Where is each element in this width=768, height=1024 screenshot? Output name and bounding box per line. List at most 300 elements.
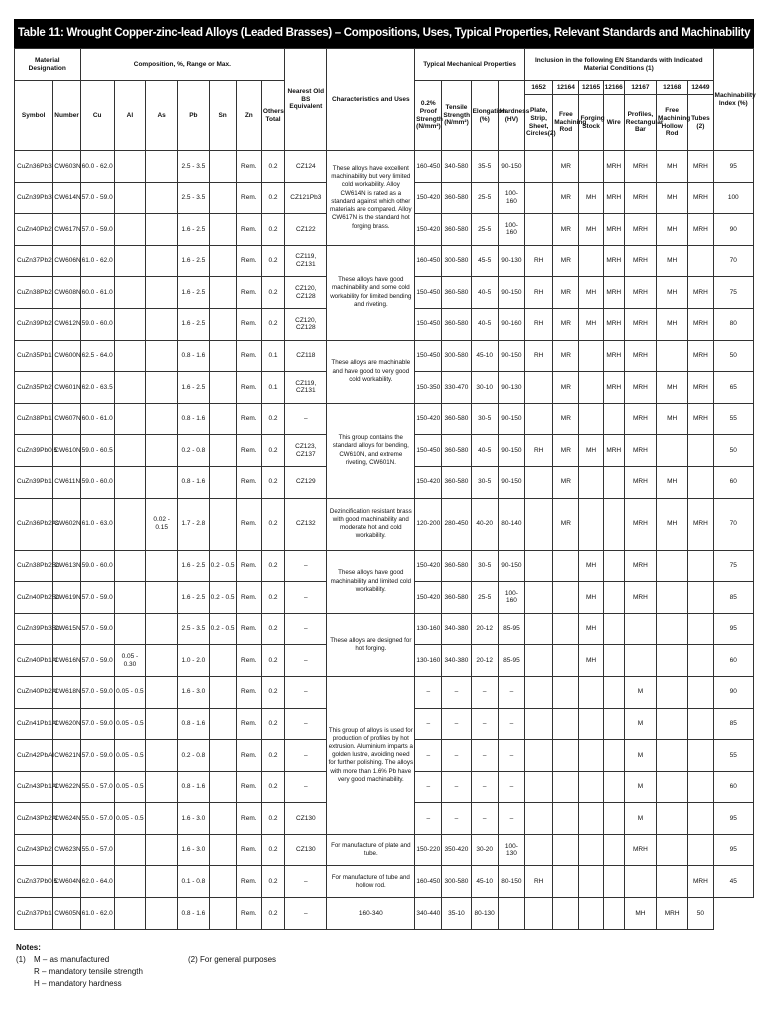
cell-proof: 150-450 — [415, 435, 442, 467]
cell-sn — [209, 676, 236, 708]
cell-oth: 0.2 — [261, 435, 284, 467]
cell-s12167: MRH — [624, 214, 656, 246]
cell-s12449: MRH — [688, 340, 713, 372]
cell-hv: – — [498, 708, 524, 740]
cell-sym: CuZn37Pb1 — [15, 898, 53, 930]
cell-s1652: RH — [525, 277, 553, 309]
cell-mach: 95 — [713, 803, 753, 835]
cell-s12166 — [603, 550, 624, 582]
cell-proof: 130-160 — [415, 645, 442, 677]
cell-s12168: MH — [657, 245, 688, 277]
cell-sn — [209, 498, 236, 550]
cell-oth: 0.1 — [261, 340, 284, 372]
cell-s12164: MR — [553, 308, 579, 340]
cell-bs: – — [285, 866, 327, 898]
cell-elo: 25-5 — [471, 582, 498, 614]
cell-mach: 60 — [713, 645, 753, 677]
cell-al: 0.05 - 0.5 — [114, 676, 145, 708]
cell-s12449 — [688, 771, 713, 803]
cell-mach: 60 — [713, 771, 753, 803]
cell-s12167: M — [624, 740, 656, 772]
cell-pb: 1.6 - 2.5 — [178, 372, 209, 404]
cell-cu: 57.0 - 59.0 — [80, 740, 114, 772]
cell-cu: 60.0 - 62.0 — [80, 151, 114, 183]
cell-zn: Rem. — [236, 645, 261, 677]
cell-s12165: MH — [579, 613, 603, 645]
note-1-line-2: R – mandatory tensile strength — [34, 967, 143, 976]
cell-oth: 0.2 — [261, 245, 284, 277]
cell-s12449: MRH — [688, 182, 713, 214]
cell-zn: Rem. — [236, 182, 261, 214]
header-tensile-strength: Tensile Strength (N/mm²) — [442, 81, 471, 151]
cell-mach: 85 — [713, 582, 753, 614]
cell-proof: 150-350 — [415, 372, 442, 404]
cell-s12449 — [688, 645, 713, 677]
cell-elo: – — [471, 676, 498, 708]
cell-zn: Rem. — [236, 708, 261, 740]
cell-hv: 85-95 — [498, 613, 524, 645]
cell-hv: – — [498, 740, 524, 772]
cell-bs: CZ132 — [285, 498, 327, 550]
cell-proof: – — [415, 740, 442, 772]
cell-bs: CZ124 — [285, 151, 327, 183]
cell-mach: 75 — [713, 277, 753, 309]
cell-s12449 — [688, 550, 713, 582]
cell-s12164 — [553, 866, 579, 898]
cell-hv: – — [498, 771, 524, 803]
cell-ten: – — [442, 708, 471, 740]
cell-as — [146, 550, 178, 582]
cell-s12449: MRH — [657, 898, 688, 930]
cell-s12168 — [657, 613, 688, 645]
cell-zn: Rem. — [236, 308, 261, 340]
cell-elo: 30-5 — [471, 403, 498, 435]
cell-sym: CuZn38Pb2 — [15, 277, 53, 309]
cell-bs: CZ119, CZ131 — [285, 372, 327, 404]
cell-as — [146, 645, 178, 677]
cell-s12166 — [603, 803, 624, 835]
cell-s1652 — [525, 645, 553, 677]
cell-pb: 0.2 - 0.8 — [178, 740, 209, 772]
cell-sn — [209, 151, 236, 183]
cell-s12165: MH — [579, 582, 603, 614]
cell-proof: – — [415, 771, 442, 803]
cell-mach: 75 — [713, 550, 753, 582]
cell-num: CW608N — [53, 277, 80, 309]
header-plate: Plate, Strip, Sheet, Circles(2) — [525, 95, 553, 151]
cell-ten: 340-440 — [415, 898, 442, 930]
cell-s12167: MRH — [624, 308, 656, 340]
header-nearest-bs: Nearest Old BS Equivalent — [285, 49, 327, 151]
cell-s12165 — [579, 676, 603, 708]
cell-hv: 90-130 — [498, 245, 524, 277]
cell-ten: 300-580 — [442, 245, 471, 277]
cell-elo: 30-5 — [471, 466, 498, 498]
cell-s12164 — [553, 550, 579, 582]
cell-oth: 0.2 — [261, 550, 284, 582]
cell-s12166 — [603, 613, 624, 645]
cell-al — [114, 834, 145, 866]
cell-s12166: MRH — [603, 214, 624, 246]
cell-oth: 0.2 — [261, 645, 284, 677]
cell-al — [114, 550, 145, 582]
cell-cu: 59.0 - 60.5 — [80, 435, 114, 467]
cell-cu: 57.0 - 59.0 — [80, 676, 114, 708]
header-free-rod: Free Machining Rod — [553, 95, 579, 151]
cell-s12166 — [603, 466, 624, 498]
cell-s12166 — [603, 771, 624, 803]
cell-s1652: RH — [525, 245, 553, 277]
cell-pb: 1.6 - 2.5 — [178, 582, 209, 614]
header-zn: Zn — [236, 81, 261, 151]
cell-num: CW601N — [53, 372, 80, 404]
cell-al: 0.05 - 0.5 — [114, 771, 145, 803]
cell-num: CW615N — [53, 613, 80, 645]
cell-sn — [209, 277, 236, 309]
cell-bs: CZ122 — [285, 214, 327, 246]
cell-s12167 — [624, 866, 656, 898]
cell-sym: CuZn40Pb2Al — [15, 676, 53, 708]
cell-mach: 90 — [713, 214, 753, 246]
cell-zn: Rem. — [236, 803, 261, 835]
cell-num: CW600N — [53, 340, 80, 372]
header-std-12168: 12168 — [657, 81, 688, 95]
cell-oth: 0.2 — [261, 277, 284, 309]
cell-sym: CuZn36Pb3 — [15, 151, 53, 183]
cell-cu: 57.0 - 59.0 — [80, 613, 114, 645]
cell-s12166 — [603, 866, 624, 898]
header-hardness: Hardness (HV) — [498, 81, 524, 151]
cell-s12166 — [603, 645, 624, 677]
cell-cu: 61.0 - 62.0 — [80, 245, 114, 277]
cell-s12165 — [579, 340, 603, 372]
cell-s12165 — [579, 245, 603, 277]
cell-bs: – — [285, 645, 327, 677]
cell-zn: Rem. — [236, 834, 261, 866]
cell-as — [146, 676, 178, 708]
cell-ten: – — [442, 803, 471, 835]
notes — [16, 942, 277, 990]
cell-num: CW619N — [53, 582, 80, 614]
header-std-1652: 1652 — [525, 81, 553, 95]
cell-ten: – — [442, 771, 471, 803]
header-std-12166: 12166 — [603, 81, 624, 95]
cell-s1652 — [525, 151, 553, 183]
cell-mach: 85 — [713, 708, 753, 740]
cell-sn — [209, 740, 236, 772]
cell-s12165 — [579, 466, 603, 498]
cell-proof: 150-450 — [415, 308, 442, 340]
cell-al — [114, 182, 145, 214]
cell-s12168 — [657, 435, 688, 467]
cell-s12167: MRH — [624, 435, 656, 467]
cell-ten: 330-470 — [442, 372, 471, 404]
note-1-marker: (1) — [16, 955, 26, 964]
cell-s12167: MRH — [624, 498, 656, 550]
cell-s12449: MRH — [688, 498, 713, 550]
cell-s12168: MH — [657, 182, 688, 214]
cell-s12449: MRH — [688, 277, 713, 309]
cell-s12164: MR — [553, 403, 579, 435]
cell-s12165 — [553, 898, 579, 930]
cell-s12449 — [688, 676, 713, 708]
header-std-12449: 12449 — [688, 81, 713, 95]
cell-sn — [209, 466, 236, 498]
cell-s1652: RH — [525, 866, 553, 898]
note-1-line-3: H – mandatory hardness — [34, 979, 122, 988]
cell-s12168 — [657, 645, 688, 677]
cell-elo: 40-5 — [471, 277, 498, 309]
cell-ten: 340-380 — [442, 645, 471, 677]
cell-hv: 90-150 — [498, 403, 524, 435]
cell-s12167: M — [624, 771, 656, 803]
cell-s12166 — [579, 898, 603, 930]
cell-s12168 — [657, 708, 688, 740]
cell-num: CW617N — [53, 214, 80, 246]
cell-s12165 — [579, 708, 603, 740]
cell-proof: 150-420 — [415, 182, 442, 214]
cell-oth: 0.2 — [261, 676, 284, 708]
cell-oth: 0.2 — [261, 182, 284, 214]
header-pb: Pb — [178, 81, 209, 151]
cell-bs: – — [285, 582, 327, 614]
cell-ten: 360-580 — [442, 182, 471, 214]
cell-s12164: MR — [553, 151, 579, 183]
cell-cu: 60.0 - 61.0 — [80, 403, 114, 435]
cell-proof: 160-340 — [327, 898, 415, 930]
cell-s12166: MRH — [603, 182, 624, 214]
cell-num: CW613N — [53, 550, 80, 582]
cell-sn — [209, 866, 236, 898]
cell-ten: 360-580 — [442, 582, 471, 614]
cell-zn: Rem. — [236, 214, 261, 246]
cell-s12449: MRH — [688, 403, 713, 435]
cell-cu: 59.0 - 60.0 — [80, 466, 114, 498]
cell-sn — [209, 708, 236, 740]
cell-cu: 62.0 - 64.0 — [80, 866, 114, 898]
cell-elo: 40-5 — [471, 308, 498, 340]
header-number: Number — [53, 81, 80, 151]
cell-s1652 — [525, 403, 553, 435]
table-row — [15, 151, 754, 183]
cell-s12167: MRH — [624, 372, 656, 404]
cell-s12168: MH — [657, 308, 688, 340]
cell-mach: 95 — [713, 151, 753, 183]
cell-hv: 100-160 — [498, 214, 524, 246]
cell-mach: 50 — [713, 435, 753, 467]
cell-num: CW624N — [53, 803, 80, 835]
header-symbol: Symbol — [15, 81, 53, 151]
cell-elo: 20-12 — [471, 613, 498, 645]
cell-ten: 360-580 — [442, 550, 471, 582]
cell-s12449: MRH — [688, 151, 713, 183]
cell-zn: Rem. — [236, 771, 261, 803]
cell-bs: – — [285, 550, 327, 582]
cell-al: 0.05 - 0.30 — [114, 645, 145, 677]
cell-sym: CuZn36Pb2As — [15, 498, 53, 550]
cell-bs: CZ120, CZ128 — [285, 308, 327, 340]
cell-hv: 100-160 — [498, 582, 524, 614]
cell-s1652 — [525, 498, 553, 550]
cell-s1652 — [525, 803, 553, 835]
cell-s1652 — [525, 550, 553, 582]
cell-proof: 150-420 — [415, 550, 442, 582]
cell-al — [114, 435, 145, 467]
cell-s12166 — [603, 834, 624, 866]
cell-al — [114, 466, 145, 498]
cell-proof: 160-450 — [415, 245, 442, 277]
table-row — [15, 498, 754, 550]
cell-s1652 — [525, 372, 553, 404]
cell-s1652 — [525, 214, 553, 246]
cell-sn — [209, 898, 236, 930]
cell-mach: 50 — [713, 340, 753, 372]
cell-elo: – — [471, 803, 498, 835]
cell-s12166 — [603, 676, 624, 708]
cell-pb: 1.6 - 3.0 — [178, 676, 209, 708]
cell-s12167: M — [624, 708, 656, 740]
cell-elo: 25-5 — [471, 214, 498, 246]
cell-cu: 60.0 - 61.0 — [80, 277, 114, 309]
cell-hv: 100-130 — [498, 834, 524, 866]
cell-s12168: MH — [657, 403, 688, 435]
cell-sn — [209, 372, 236, 404]
cell-elo: 30-10 — [471, 372, 498, 404]
cell-bs: – — [285, 771, 327, 803]
cell-s1652: RH — [525, 308, 553, 340]
cell-sn — [209, 834, 236, 866]
cell-oth: 0.2 — [261, 403, 284, 435]
cell-s12449 — [688, 245, 713, 277]
cell-num: CW616N — [53, 645, 80, 677]
header-tubes: Tubes (2) — [688, 95, 713, 151]
cell-elo: 45-10 — [471, 866, 498, 898]
cell-pb: 2.5 - 3.5 — [178, 151, 209, 183]
cell-oth: 0.2 — [261, 498, 284, 550]
cell-s1652 — [525, 182, 553, 214]
cell-bs: CZ120, CZ128 — [285, 277, 327, 309]
cell-as — [146, 182, 178, 214]
cell-cu: 62.0 - 63.5 — [80, 372, 114, 404]
cell-hv: 90-150 — [498, 466, 524, 498]
cell-zn: Rem. — [236, 740, 261, 772]
cell-sn — [209, 403, 236, 435]
cell-hv: 90-150 — [498, 340, 524, 372]
cell-elo: 30-5 — [471, 550, 498, 582]
cell-ten: 300-580 — [442, 866, 471, 898]
cell-oth: 0.2 — [261, 803, 284, 835]
cell-al — [114, 372, 145, 404]
cell-oth: 0.2 — [261, 898, 284, 930]
cell-zn: Rem. — [236, 498, 261, 550]
cell-as — [146, 771, 178, 803]
cell-hv: 80-150 — [498, 866, 524, 898]
cell-s12449 — [688, 466, 713, 498]
cell-s12167: MRH — [624, 182, 656, 214]
cell-pb: 1.0 - 2.0 — [178, 645, 209, 677]
cell-s12449: MRH — [688, 308, 713, 340]
cell-hv: 85-95 — [498, 645, 524, 677]
cell-s12164: MR — [553, 340, 579, 372]
table-row — [15, 403, 754, 435]
cell-as — [146, 340, 178, 372]
cell-s12165: MH — [579, 182, 603, 214]
cell-s12168 — [657, 803, 688, 835]
cell-s1652 — [525, 582, 553, 614]
cell-zn: Rem. — [236, 613, 261, 645]
cell-oth: 0.2 — [261, 466, 284, 498]
header-hollow-rod: Free Machining Hollow Rod — [657, 95, 688, 151]
cell-s12449: MRH — [688, 866, 713, 898]
cell-elo: 20-12 — [471, 645, 498, 677]
cell-al — [114, 214, 145, 246]
cell-as — [146, 898, 178, 930]
cell-hv: 80-130 — [471, 898, 498, 930]
cell-ten: – — [442, 676, 471, 708]
cell-s12166: MRH — [603, 435, 624, 467]
cell-al: 0.05 - 0.5 — [114, 803, 145, 835]
cell-sn — [209, 340, 236, 372]
cell-s12168: MH — [657, 498, 688, 550]
cell-bs: – — [285, 613, 327, 645]
cell-hv: 90-150 — [498, 151, 524, 183]
cell-cu: 61.0 - 63.0 — [80, 498, 114, 550]
cell-oth: 0.2 — [261, 740, 284, 772]
header-mechanical-properties: Typical Mechanical Properties — [415, 49, 525, 81]
cell-pb: 1.6 - 2.5 — [178, 245, 209, 277]
cell-zn: Rem. — [236, 676, 261, 708]
header-as: As — [146, 81, 178, 151]
cell-mach: 90 — [713, 676, 753, 708]
cell-s12166 — [603, 498, 624, 550]
cell-characteristics: These alloys have excellent machinability but very limited cold workability. Alloy CW614N is rated as a standard against which other materials are compared. Alloy CW617N is the standard hot forging brass. — [327, 151, 415, 246]
cell-bs: – — [285, 708, 327, 740]
cell-oth: 0.1 — [261, 372, 284, 404]
cell-mach: 65 — [713, 372, 753, 404]
cell-num: CW603N — [53, 151, 80, 183]
cell-s12164 — [553, 582, 579, 614]
cell-characteristics: These alloys are machinable and have good to very good cold workability. — [327, 340, 415, 403]
cell-mach: 45 — [713, 866, 753, 898]
cell-as: 0.02 - 0.15 — [146, 498, 178, 550]
cell-s12164: MR — [553, 214, 579, 246]
cell-proof: – — [415, 708, 442, 740]
cell-s12449 — [688, 435, 713, 467]
cell-as — [146, 435, 178, 467]
cell-pb: 2.5 - 3.5 — [178, 182, 209, 214]
cell-num: CW604N — [53, 866, 80, 898]
cell-sn — [209, 308, 236, 340]
cell-al — [114, 866, 145, 898]
cell-s12165 — [579, 771, 603, 803]
cell-s12167: M — [624, 803, 656, 835]
cell-s12168 — [657, 866, 688, 898]
table-header — [15, 49, 754, 151]
cell-cu: 57.0 - 59.0 — [80, 182, 114, 214]
cell-s12168: MH — [657, 277, 688, 309]
cell-oth: 0.2 — [261, 708, 284, 740]
header-std-12164: 12164 — [553, 81, 579, 95]
cell-cu: 57.0 - 59.0 — [80, 582, 114, 614]
cell-mach: 70 — [713, 498, 753, 550]
cell-num: CW620N — [53, 708, 80, 740]
cell-mach: 80 — [713, 308, 753, 340]
cell-bs: CZ129 — [285, 466, 327, 498]
cell-hv: – — [498, 803, 524, 835]
cell-oth: 0.2 — [261, 151, 284, 183]
cell-bs: CZ118 — [285, 340, 327, 372]
cell-al — [114, 151, 145, 183]
